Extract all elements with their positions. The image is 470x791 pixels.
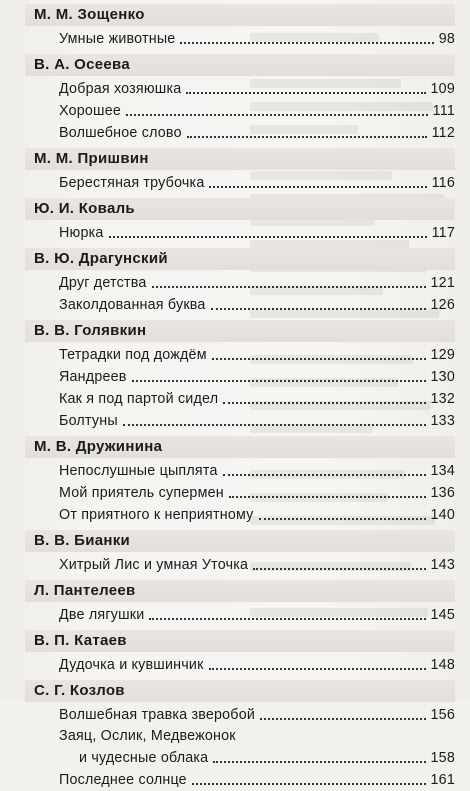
entry-page-number: 132	[430, 391, 455, 407]
entry-title: Нюрка	[59, 225, 104, 241]
entry-title: Умные животные	[59, 31, 176, 47]
dot-leader	[209, 668, 426, 670]
toc-entry[interactable]	[25, 410, 455, 432]
toc-entry[interactable]	[25, 554, 455, 576]
entry-page-number: 116	[431, 175, 455, 191]
entry-title: Заяц, Ослик, Медвежонок	[59, 728, 236, 744]
author-heading: В. Ю. Драгунский	[25, 248, 455, 270]
entry-page-number: 143	[430, 557, 455, 573]
dot-leader	[149, 618, 425, 620]
entry-page-number: 156	[430, 707, 455, 723]
entry-page-number: 158	[430, 750, 455, 766]
dot-leader	[126, 114, 428, 116]
author-heading: В. А. Осеева	[25, 54, 455, 76]
entry-page-number: 145	[430, 607, 455, 623]
entry-title-line2: и чудесные облака	[79, 750, 209, 766]
dot-leader	[180, 42, 433, 44]
dot-leader	[259, 518, 426, 520]
dot-leader	[223, 402, 425, 404]
toc-entry[interactable]	[25, 366, 455, 388]
dot-leader	[229, 496, 426, 498]
toc-entry[interactable]	[25, 28, 455, 50]
entry-page-number: 161	[430, 772, 455, 788]
author-heading: Ю. И. Коваль	[25, 198, 455, 220]
dot-leader	[152, 286, 426, 288]
dot-leader	[123, 424, 426, 426]
author-heading: В. В. Голявкин	[25, 320, 455, 342]
entry-page-number: 134	[430, 463, 455, 479]
toc-entry[interactable]	[25, 604, 455, 626]
entry-page-number: 111	[432, 103, 455, 119]
author-heading: В. П. Катаев	[25, 630, 455, 652]
dot-leader	[186, 92, 425, 94]
entry-title: Как я под партой сидел	[59, 391, 219, 407]
dot-leader	[187, 136, 427, 138]
author-heading: М. В. Дружинина	[25, 436, 455, 458]
author-heading: В. В. Бианки	[25, 530, 455, 552]
toc-entry[interactable]	[25, 222, 455, 244]
entry-title: Друг детства	[59, 275, 147, 291]
toc-entry[interactable]	[25, 460, 455, 482]
entry-page-number: 148	[430, 657, 455, 673]
entry-title: Дудочка и кувшинчик	[59, 657, 204, 673]
entry-page-number: 140	[430, 507, 455, 523]
dot-leader	[192, 783, 426, 785]
author-heading: М. М. Пришвин	[25, 148, 455, 170]
dot-leader	[223, 474, 426, 476]
entry-title: Тетрадки под дождём	[59, 347, 207, 363]
dot-leader	[212, 358, 426, 360]
entry-title: Последнее солнце	[59, 772, 187, 788]
entry-page-number: 130	[430, 369, 455, 385]
entry-page-number: 136	[430, 485, 455, 501]
entry-page-number: 112	[431, 125, 455, 141]
toc-entry[interactable]	[25, 100, 455, 122]
entry-title: Волшебная травка зверобой	[59, 707, 256, 723]
toc-entry[interactable]	[25, 482, 455, 504]
toc-entry[interactable]	[25, 726, 455, 769]
entry-title: Волшебное слово	[59, 125, 182, 141]
entry-title: Непослушные цыплята	[59, 463, 218, 479]
dot-leader	[260, 718, 425, 720]
entry-page-number: 98	[438, 31, 455, 47]
entry-title: Мой приятель супермен	[59, 485, 224, 501]
dot-leader	[213, 761, 425, 763]
toc-entry[interactable]	[25, 504, 455, 526]
toc-entry[interactable]	[25, 654, 455, 676]
toc-entry[interactable]	[25, 388, 455, 410]
author-heading: М. М. Зощенко	[25, 4, 455, 26]
entry-page-number: 126	[430, 297, 455, 313]
dot-leader	[211, 308, 426, 310]
dot-leader	[209, 186, 426, 188]
dot-leader	[132, 380, 426, 382]
entry-title: Хорошее	[59, 103, 122, 119]
entry-page-number: 117	[431, 225, 455, 241]
dot-leader	[109, 236, 427, 238]
table-of-contents	[25, 4, 455, 791]
entry-title: Яандреев	[59, 369, 127, 385]
author-heading: С. Г. Козлов	[25, 680, 455, 702]
author-heading: Л. Пантелеев	[25, 580, 455, 602]
entry-title: От приятного к неприятному	[59, 507, 254, 523]
entry-title: Две лягушки	[59, 607, 145, 623]
toc-entry[interactable]	[25, 122, 455, 144]
entry-title: Хитрый Лис и умная Уточка	[59, 557, 249, 573]
toc-entry[interactable]	[25, 704, 455, 726]
entry-page-number: 133	[430, 413, 455, 429]
toc-entry[interactable]	[25, 769, 455, 791]
entry-title-continuation	[59, 747, 455, 769]
toc-entry[interactable]	[25, 78, 455, 100]
toc-entry[interactable]	[25, 294, 455, 316]
toc-entry[interactable]	[25, 272, 455, 294]
entry-title: Заколдованная буква	[59, 297, 206, 313]
dot-leader	[253, 568, 425, 570]
entry-title: Берестяная трубочка	[59, 175, 205, 191]
entry-page-number: 121	[430, 275, 455, 291]
entry-page-number: 109	[430, 81, 455, 97]
toc-entry[interactable]	[25, 172, 455, 194]
entry-page-number: 129	[430, 347, 455, 363]
toc-entry[interactable]	[25, 344, 455, 366]
entry-title: Добрая хозяюшка	[59, 81, 182, 97]
entry-title: Болтуны	[59, 413, 118, 429]
